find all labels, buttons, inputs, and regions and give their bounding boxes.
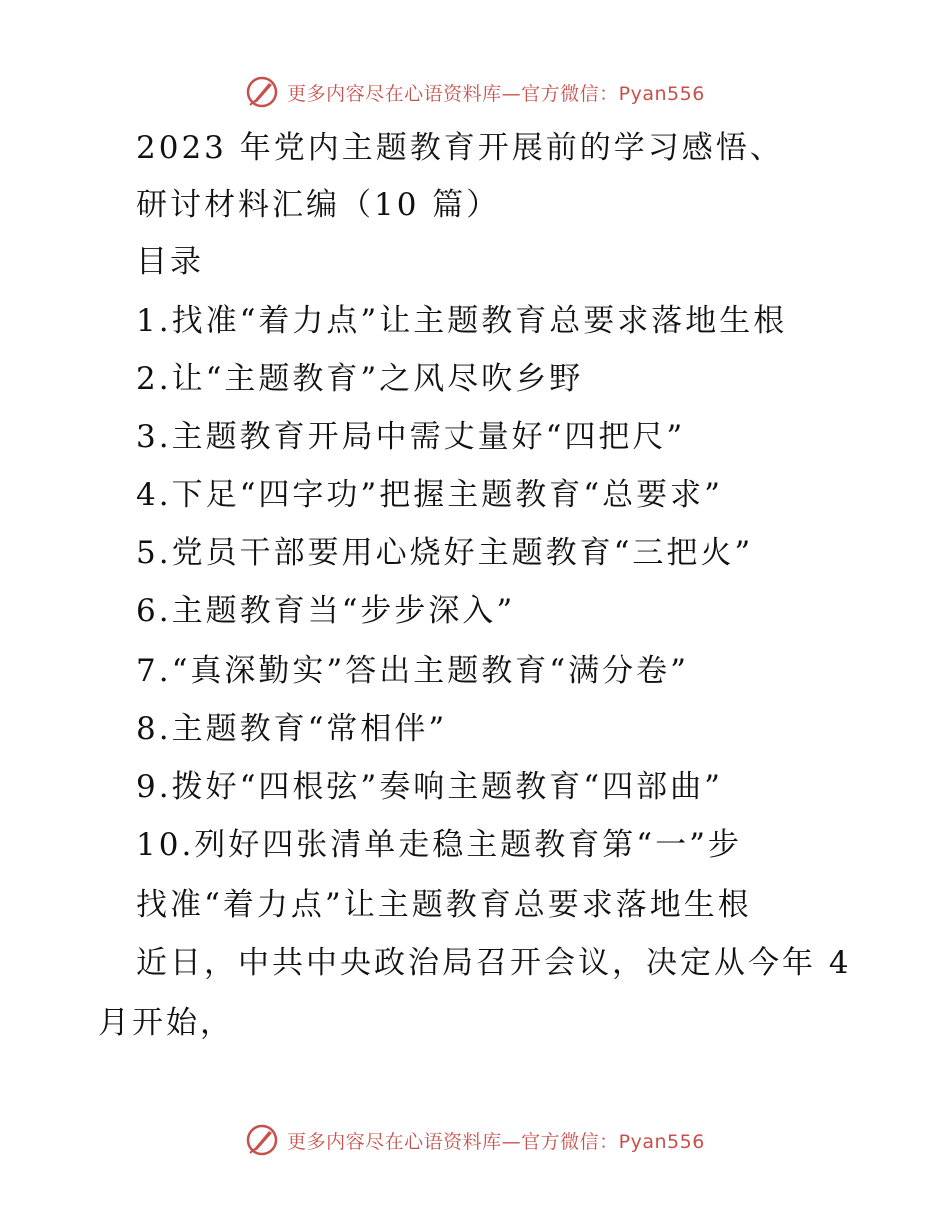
- watermark-text: 更多内容尽在心语资料库—官方微信：Pyan556: [287, 82, 705, 105]
- header-watermark-banner: [0, 72, 950, 112]
- watermark-text: 更多内容尽在心语资料库—官方微信：Pyan556: [287, 1130, 705, 1153]
- paragraph-line-2: 月开始，: [98, 1005, 234, 1041]
- toc-item: 4.下足“四字功”把握主题教育“总要求”: [136, 477, 723, 513]
- quill-pen-circle-icon: [245, 1123, 279, 1157]
- toc-item: 5.党员干部要用心烧好主题教育“三把火”: [136, 535, 754, 571]
- toc-item: 1.找准“着力点”让主题教育总要求落地生根: [136, 303, 788, 339]
- doc-title-line-2: 研讨材料汇编（10 篇）: [136, 187, 501, 223]
- section-title: 找准“着力点”让主题教育总要求落地生根: [136, 887, 752, 923]
- paragraph-line-1: 近日，中共中央政治局召开会议，决定从今年 4: [136, 945, 852, 981]
- toc-item: 10.列好四张清单走稳主题教育第“一”步: [136, 827, 742, 863]
- toc-item: 8.主题教育“常相伴”: [136, 711, 448, 747]
- toc-item: 7.“真深勤实”答出主题教育“满分卷”: [136, 653, 689, 689]
- toc-heading: 目录: [136, 244, 204, 280]
- footer-watermark-banner: [0, 1120, 950, 1160]
- quill-pen-circle-icon: [245, 75, 279, 109]
- doc-title-line-1: 2023 年党内主题教育开展前的学习感悟、: [136, 130, 784, 166]
- toc-item: 9.拨好“四根弦”奏响主题教育“四部曲”: [136, 769, 723, 805]
- toc-item: 2.让“主题教育”之风尽吹乡野: [136, 361, 584, 397]
- toc-item: 3.主题教育开局中需丈量好“四把尺”: [136, 419, 686, 455]
- toc-item: 6.主题教育当“步步深入”: [136, 593, 516, 629]
